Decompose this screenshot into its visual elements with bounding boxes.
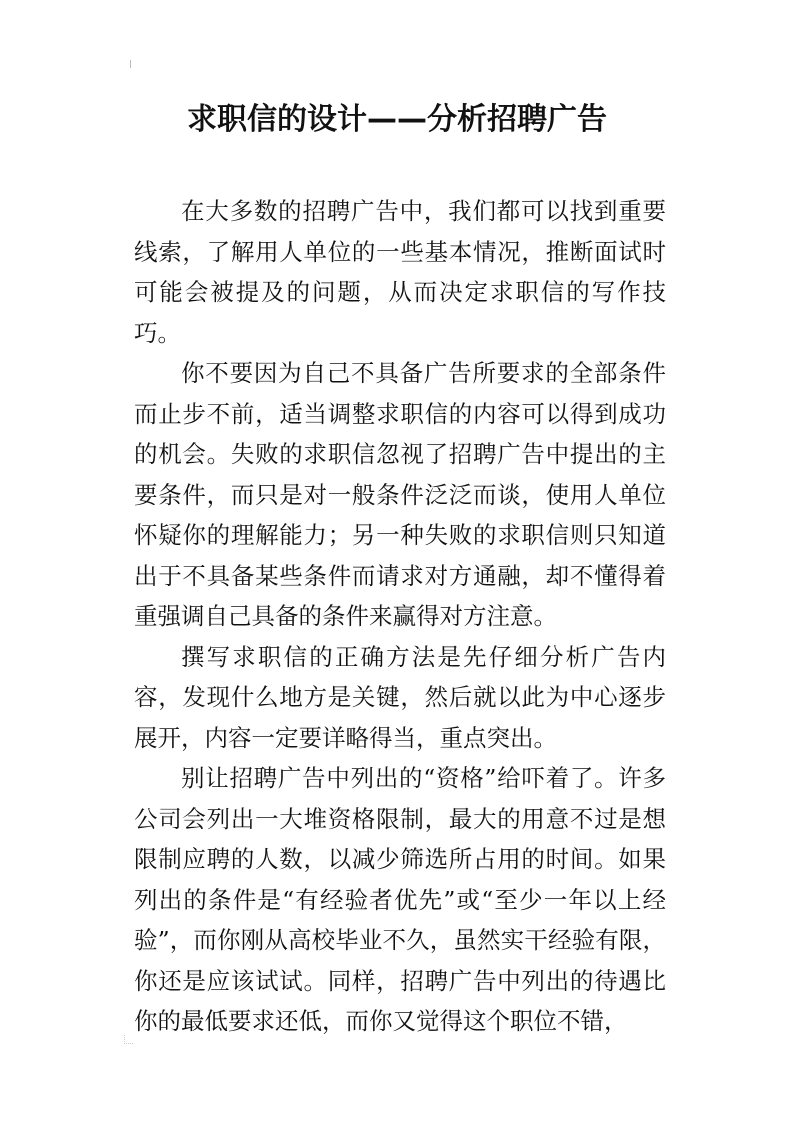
corner-mark-top — [130, 60, 134, 68]
paragraph-2: 你不要因为自己不具备广告所要求的全部条件而止步不前，适当调整求职信的内容可以得到成功的机会。失败的求职信忽视了招聘广告中提出的主要条件，而只是对一般条件泛泛而谈，使用人单位怀疑你的理解能力；另一种失败的求职信则只知道出于不具备某些条件而请求对方通融，却不懂得着重强调自己具备的条件来赢得对方注意。 — [134, 359, 666, 630]
document-body — [134, 191, 666, 1042]
document-title: 求职信的设计——分析招聘广告 — [187, 102, 607, 137]
paragraph-3: 撰写求职信的正确方法是先仔细分析广告内容，发现什么地方是关键，然后就以此为中心逐步展开，内容一定要详略得当，重点突出。 — [134, 642, 666, 752]
paragraph-1: 在大多数的招聘广告中，我们都可以找到重要线索，了解用人单位的一些基本情况，推断面试时可能会被提及的问题，从而决定求职信的写作技巧。 — [134, 197, 666, 347]
corner-mark-bottom — [124, 1035, 133, 1044]
paragraph-4: 别让招聘广告中列出的“资格”给吓着了。许多公司会列出一大堆资格限制，最大的用意不过是想限制应聘的人数，以减少筛选所占用的时间。如果列出的条件是“有经验者优先”或“至少一年以上经验”，而你刚从高校毕业不久，虽然实干经验有限，你还是应该试试。同样，招聘广告中列出的待遇比你的最低要求还低，而你又觉得这个职位不错， — [134, 764, 666, 1035]
